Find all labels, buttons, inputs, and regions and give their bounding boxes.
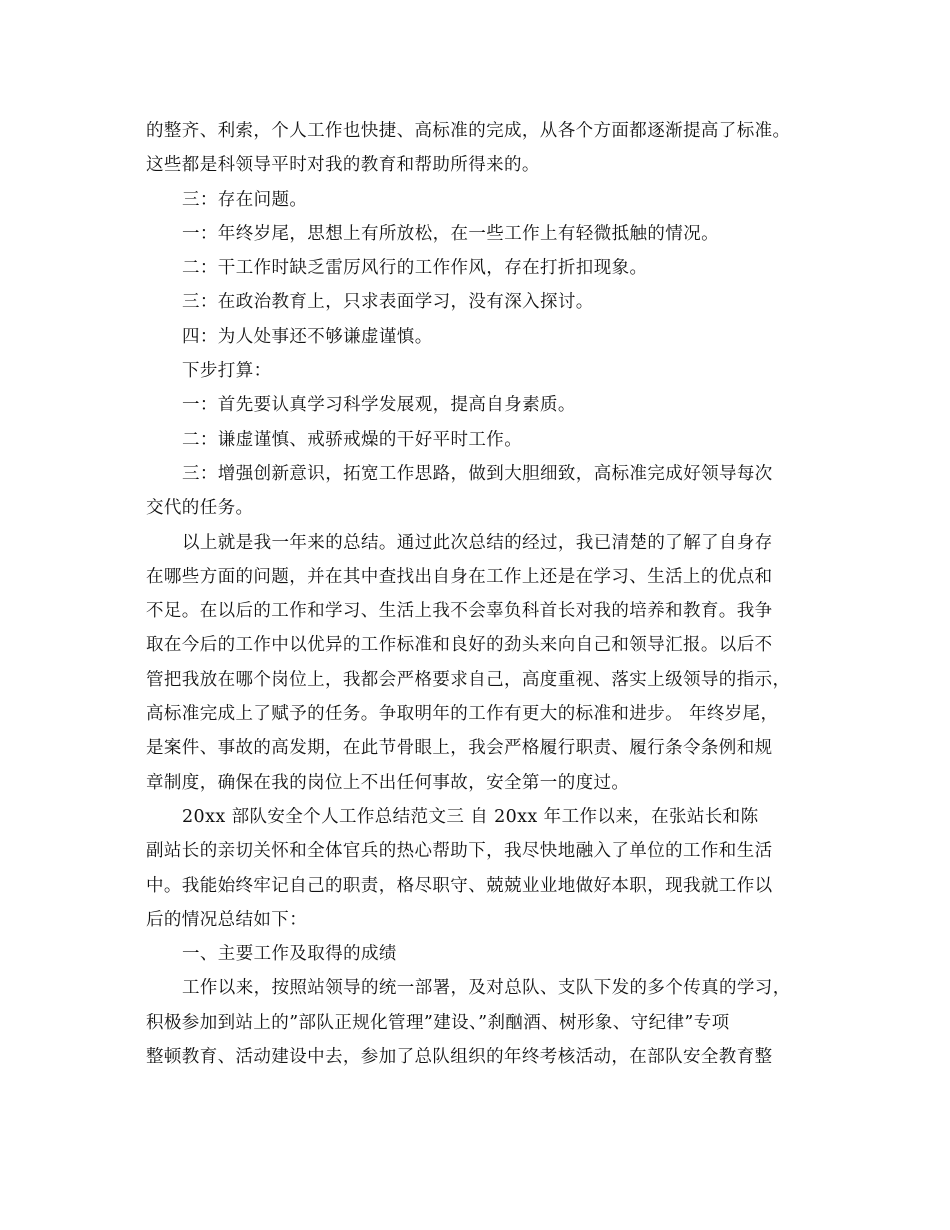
body-line: 交代的任务。 — [146, 498, 254, 519]
plan-item: 三：增强创新意识，拓宽工作思路，做到大胆细致，高标准完成好领导每次 — [182, 463, 773, 484]
body-line: 是案件、事故的高发期，在此节骨眼上，我会严格履行职责、履行条令条例和规 — [146, 738, 773, 759]
problem-item: 一：年终岁尾，思想上有所放松，在一些工作上有轻微抵触的情况。 — [182, 223, 719, 244]
body-line: 这些都是科领导平时对我的教育和帮助所得来的。 — [146, 155, 540, 176]
body-line: 整顿教育、活动建设中去，参加了总队组织的年终考核活动，在部队安全教育整 — [146, 1047, 773, 1068]
body-line: 章制度，确保在我的岗位上不出任何事故，安全第一的度过。 — [146, 772, 630, 793]
problem-item: 三：在政治教育上，只求表面学习，没有深入探讨。 — [182, 292, 594, 313]
body-line: 中。我能始终牢记自己的职责，格尽职守、兢兢业业地做好本职，现我就工作以 — [146, 875, 773, 896]
body-line: 副站长的亲切关怀和全体官兵的热心帮助下，我尽快地融入了单位的工作和生活 — [146, 841, 773, 862]
body-line: 后的情况总结如下： — [146, 909, 308, 930]
plan-item: 一：首先要认真学习科学发展观，提高自身素质。 — [182, 395, 576, 416]
section-heading-plans: 下步打算： — [182, 361, 272, 382]
body-line: 取在今后的工作中以优异的工作标准和良好的劲头来向自己和领导汇报。以后不 — [146, 635, 773, 656]
section-heading-problems: 三：存在问题。 — [182, 189, 308, 210]
body-line: 管把我放在哪个岗位上，我都会严格要求自己，高度重视、落实上级领导的指示， — [146, 669, 791, 690]
document-body — [146, 114, 816, 1074]
section-heading-achievements: 一、主要工作及取得的成绩 — [182, 944, 397, 965]
body-line: 高标准完成上了赋予的任务。争取明年的工作有更大的标准和进步。 年终岁尾， — [146, 704, 779, 725]
problem-item: 二：干工作时缺乏雷厉风行的工作作风，存在打折扣现象。 — [182, 258, 648, 279]
paragraph-start: 以上就是我一年来的总结。通过此次总结的经过，我已清楚的了解了自身存 — [182, 532, 773, 553]
body-line: 积极参加到站上的”部队正规化管理”建设、”刹酗酒、树形象、守纪律”专项 — [146, 1012, 730, 1033]
body-line: 不足。在以后的工作和学习、生活上我不会辜负科首长对我的培养和教育。我争 — [146, 601, 773, 622]
paragraph-start: 工作以来，按照站领导的统一部署，及对总队、支队下发的多个传真的学习， — [182, 978, 791, 999]
plan-item: 二：谦虚谨慎、戒骄戒燥的干好平时工作。 — [182, 429, 523, 450]
problem-item: 四：为人处事还不够谦虚谨慎。 — [182, 326, 433, 347]
body-line: 在哪些方面的问题，并在其中查找出自身在工作上还是在学习、生活上的优点和 — [146, 566, 773, 587]
paragraph-start: 20xx 部队安全个人工作总结范文三 自 20xx 年工作以来，在张站长和陈 — [182, 806, 759, 827]
body-line: 的整齐、利索，个人工作也快捷、高标准的完成，从各个方面都逐渐提高了标准。 — [146, 121, 791, 141]
